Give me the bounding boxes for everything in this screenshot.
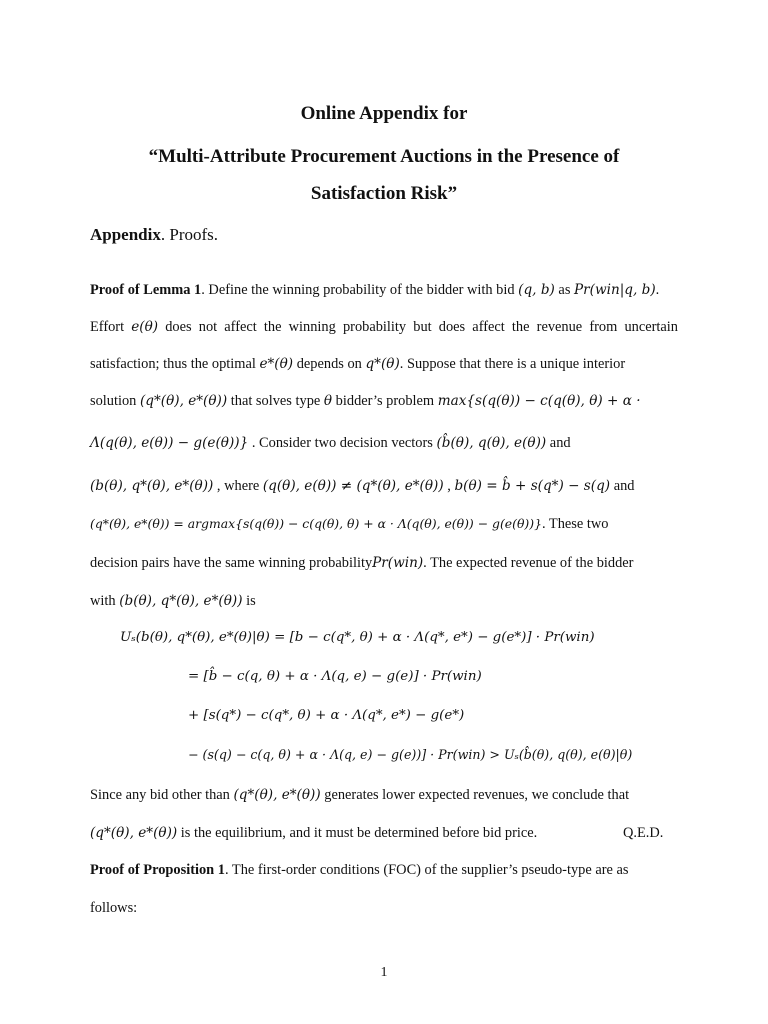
text: Effort [90,319,132,335]
prop1-heading: Proof of Proposition 1 [90,862,225,878]
text: generates lower expected revenues, we conclude that [320,787,630,803]
text: is [242,593,256,609]
qed-mark: Q.E.D. [623,825,664,841]
title-line-3: Satisfaction Risk” [310,183,458,204]
equation-line-4: − (s(q) − c(q, θ) + α · Λ(q, e) − g(e))] · Pr(win) > Uₛ(b̂(θ), q(θ), e(θ)|θ) [188,747,633,762]
text: . [655,282,660,298]
math: (q*(θ), e*(θ)) [90,825,178,841]
math: Pr(win) [372,555,424,571]
math: (q*(θ), e*(θ)) [233,787,321,803]
math: e(θ) [131,319,159,335]
math: b(θ) = b̂ + s(q*) − s(q) [454,478,611,494]
math: (q, b) [518,282,555,298]
text: decision pairs have the same winning probability [90,555,373,571]
math: (b(θ), q*(θ), e*(θ)) [90,478,214,494]
text: and [546,435,571,451]
text: . Consider two decision vectors [248,435,437,451]
text: is the equilibrium, and it must be determined before bid price. [177,825,538,841]
text: with [90,593,120,609]
text: does not affect the winning probability but does affect the revenue from uncertain [158,319,678,335]
text: . Define the winning probability of the bidder with bid [201,282,519,298]
equation-line-2: = [b̂ − c(q, θ) + α · Λ(q, e) − g(e)] · Pr(win) [188,669,482,684]
lemma1-line-3 [90,354,678,374]
math: e*(θ) [259,356,294,372]
text: and [610,478,635,494]
math: (q*(θ), e*(θ)) [139,393,228,409]
title-line-2: “Multi-Attribute Procurement Auctions in the Presence of [148,146,620,167]
title-line-1: Online Appendix for [300,103,468,124]
math: max{s(q(θ)) − c(q(θ), θ) + α · [437,393,641,409]
math: (q*(θ), e*(θ)) = argmax{s(q(θ)) − c(q(θ), θ) + α · Λ(q(θ), e(θ)) − g(e(θ))} [90,516,542,531]
equation-line-1: Uₛ(b(θ), q*(θ), e*(θ)|θ) = [b − c(q*, θ) + α · Λ(q*, e*) − g(e*)] · Pr(win) [120,630,595,645]
text: Since any bid other than [90,787,234,803]
text: . The expected revenue of the bidder [423,555,634,571]
text: , where [213,478,263,494]
math: q*(θ) [365,356,400,372]
page-number: 1 [380,965,388,980]
text: that solves type [227,393,324,409]
math: θ [323,393,333,409]
text: solution [90,393,140,409]
math: Pr(win|q, b) [574,282,656,298]
text: depends on [293,356,366,372]
text: . The first-order conditions (FOC) of the supplier’s pseudo-type are as [224,862,629,878]
lemma1-line-9 [90,591,678,611]
text: satisfaction; thus the optimal [90,356,260,372]
lemma1-line-7 [90,514,678,534]
lemma1-line-4 [90,391,678,411]
lemma1-line-6 [90,476,678,496]
math: (q(θ), e(θ)) ≠ (q*(θ), e*(θ)) [262,478,444,494]
appendix-heading [90,224,218,246]
lemma1-line-11 [90,823,678,843]
lemma1-line-8 [90,553,678,573]
math: (b(θ), q*(θ), e*(θ)) [119,593,243,609]
prop1-line-1 [90,860,678,880]
text: . These two [541,516,609,532]
appendix-rest: . Proofs. [160,225,219,244]
appendix-label: Appendix [90,225,161,244]
math: Λ(q(θ), e(θ)) − g(e(θ))} [90,435,249,451]
text: as [554,282,575,298]
lemma1-heading: Proof of Lemma 1 [90,282,202,298]
lemma1-line-1 [90,280,678,300]
math: (b̂(θ), q(θ), e(θ)) [436,435,547,451]
text: . Suppose that there is a unique interior [399,356,626,372]
lemma1-line-10 [90,785,678,805]
text: bidder’s problem [332,393,438,409]
equation-line-3: + [s(q*) − c(q*, θ) + α · Λ(q*, e*) − g(e*) [188,708,465,723]
prop1-line-2: follows: [90,900,138,916]
lemma1-line-2 [90,317,678,337]
text: , [443,478,455,494]
lemma1-line-5 [90,433,678,453]
